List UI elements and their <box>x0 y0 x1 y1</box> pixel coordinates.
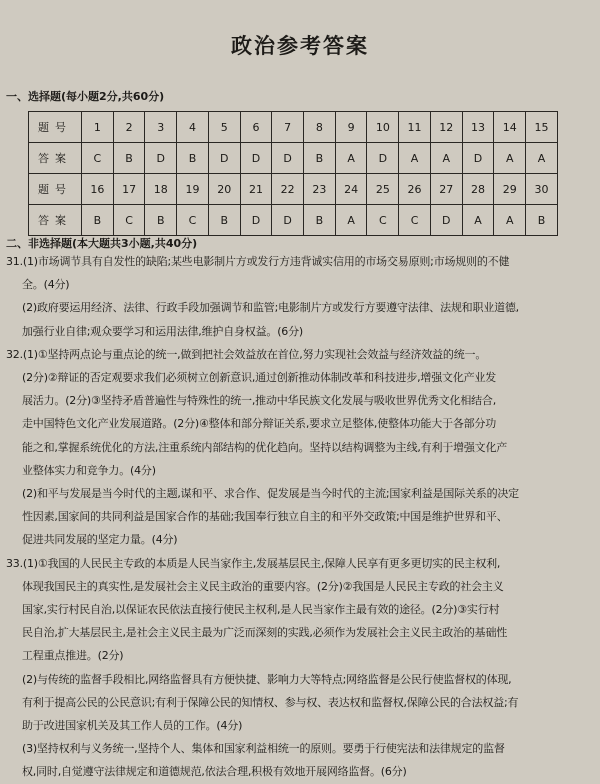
table-cell: 21 <box>240 174 272 205</box>
table-cell: 13 <box>462 112 494 143</box>
table-cell: A <box>335 205 367 236</box>
table-cell: 3 <box>145 112 177 143</box>
table-cell: B <box>113 143 145 174</box>
table-cell: A <box>399 143 431 174</box>
table-cell: 30 <box>526 174 558 205</box>
table-cell: D <box>208 143 240 174</box>
answer-line: 工程重点推进。(2分) <box>22 649 124 663</box>
answer-line: 全。(4分) <box>22 278 70 292</box>
table-cell: 8 <box>304 112 336 143</box>
table-cell: 24 <box>335 174 367 205</box>
table-cell: 26 <box>399 174 431 205</box>
answer-line: 促进共同发展的坚定力量。(4分) <box>22 533 178 547</box>
answer-line: 业整体实力和竞争力。(4分) <box>22 463 156 477</box>
row-header: 答案 <box>29 205 82 236</box>
table-cell: A <box>526 143 558 174</box>
table-cell: B <box>304 143 336 174</box>
answer-line: 能之和,掌握系统优化的方法,注重系统内部结构的优化趋向。坚持以结构调整为主线,有利于增强文化产 <box>22 440 508 454</box>
answer-line: (2)和平与发展是当今时代的主题,谋和平、求合作、促发展是当今时代的主流;国家利益是国际关系的决定 <box>22 487 519 500</box>
row-header: 答案 <box>29 143 82 174</box>
table-cell: C <box>399 205 431 236</box>
table-cell: C <box>177 205 209 236</box>
answer-line: (2)政府要运用经济、法律、行政手段加强调节和监管;电影制片方或发行方要遵守法律、法规和职业道德, <box>22 301 519 315</box>
table-cell: 22 <box>272 174 304 205</box>
table-cell: D <box>430 205 462 236</box>
table-cell: B <box>145 205 177 236</box>
table-cell: 28 <box>462 174 494 205</box>
table-cell: 18 <box>145 174 177 205</box>
answer-table <box>28 111 558 236</box>
table-cell: 19 <box>177 174 209 205</box>
table-cell: 17 <box>113 174 145 205</box>
table-cell: 9 <box>335 112 367 143</box>
answer-line: 有利于提高公民的公民意识;有利于保障公民的知情权、参与权、表达权和监督权,保障公民的合法权益;有 <box>22 695 519 709</box>
page-title: 政治参考答案 <box>231 33 369 58</box>
table-cell: B <box>177 143 209 174</box>
question-number-row <box>29 174 558 205</box>
table-cell: D <box>240 143 272 174</box>
table-cell: D <box>272 205 304 236</box>
table-cell: 7 <box>272 112 304 143</box>
table-cell: D <box>240 205 272 236</box>
table-cell: B <box>526 205 558 236</box>
table-cell: D <box>145 143 177 174</box>
answer-line: 31.(1)市场调节具有自发性的缺陷;某些电影制片方或发行方违背诚实信用的市场交易原则;市场规则的不健 <box>6 255 510 268</box>
table-cell: A <box>430 143 462 174</box>
table-cell: 29 <box>494 174 526 205</box>
answer-line: 展活力。(2分)③坚持矛盾普遍性与特殊性的统一,推动中华民族文化发展与吸收世界优秀文化相结合, <box>22 394 497 408</box>
row-header: 题号 <box>29 112 82 143</box>
table-cell: B <box>208 205 240 236</box>
table-cell: 16 <box>82 174 114 205</box>
table-cell: 2 <box>113 112 145 143</box>
table-cell: D <box>367 143 399 174</box>
answer-line: 权,同时,自觉遵守法律规定和道德规范,依法合理,积极有效地开展网络监督。(6分) <box>22 765 407 779</box>
table-cell: A <box>462 205 494 236</box>
answer-line: 性因素,国家间的共同利益是国家合作的基础;我国奉行独立自主的和平外交政策;中国是维护世界和平、 <box>22 510 508 524</box>
answer-line: 助于改进国家机关及其工作人员的工作。(4分) <box>22 719 243 732</box>
answer-line: (2)与传统的监督手段相比,网络监督具有方便快捷、影响力大等特点;网络监督是公民行使监督权的体现, <box>22 672 512 686</box>
table-cell: D <box>462 143 494 174</box>
table-cell: 25 <box>367 174 399 205</box>
table-cell: 11 <box>399 112 431 143</box>
table-cell: 14 <box>494 112 526 143</box>
table-cell: A <box>494 205 526 236</box>
table-cell: 6 <box>240 112 272 143</box>
table-cell: 1 <box>82 112 114 143</box>
table-cell: C <box>367 205 399 236</box>
answer-line: (3)坚持权利与义务统一,坚持个人、集体和国家利益相统一的原则。要勇于行使宪法和法律规定的监督 <box>22 742 505 756</box>
table-cell: 15 <box>526 112 558 143</box>
answer-row <box>29 205 558 236</box>
table-cell: A <box>335 143 367 174</box>
table-cell: D <box>272 143 304 174</box>
table-cell: A <box>494 143 526 174</box>
table-cell: 4 <box>177 112 209 143</box>
table-cell: 27 <box>430 174 462 205</box>
table-cell: 20 <box>208 174 240 205</box>
answer-line: 33.(1)①我国的人民民主专政的本质是人民当家作主,发展基层民主,保障人民享有更多更切实的民主权利, <box>6 556 501 570</box>
answer-line: 民自治,扩大基层民主,是社会主义民主最为广泛而深刻的实践,必须作为发展社会主义民主政治的基础性 <box>22 626 508 640</box>
table-cell: C <box>113 205 145 236</box>
table-cell: 12 <box>430 112 462 143</box>
table-cell: B <box>82 205 114 236</box>
answer-row <box>29 143 558 174</box>
answer-line: 国家,实行村民自治,以保证农民依法直接行使民主权利,是人民当家作主最有效的途径。(2分)③实行村 <box>22 603 500 616</box>
table-cell: C <box>82 143 114 174</box>
answer-line: 走中国特色文化产业发展道路。(2分)④整体和部分辩证关系,要求立足整体,使整体功能大于各部分功 <box>22 417 497 431</box>
table-cell: 10 <box>367 112 399 143</box>
answer-line: (2分)②辩证的否定观要求我们必须树立创新意识,通过创新推动体制改革和科技进步,增强文化产业发 <box>22 371 497 384</box>
table-cell: 5 <box>208 112 240 143</box>
table-cell: 23 <box>304 174 336 205</box>
section1-heading: 一、选择题(每小题2分,共60分) <box>6 90 165 103</box>
section2-heading: 二、非选择题(本大题共3小题,共40分) <box>6 237 198 250</box>
answer-line: 加强行业自律;观众要学习和运用法律,维护自身权益。(6分) <box>22 324 303 338</box>
answer-line: 32.(1)①坚持两点论与重点论的统一,做到把社会效益放在首位,努力实现社会效益与经济效益的统一。 <box>6 347 487 361</box>
answer-line: 体现我国民主的真实性,是发展社会主义民主政治的重要内容。(2分)②我国是人民民主专政的社会主义 <box>22 579 504 593</box>
question-number-row <box>29 112 558 143</box>
table-cell: B <box>304 205 336 236</box>
row-header: 题号 <box>29 174 82 205</box>
